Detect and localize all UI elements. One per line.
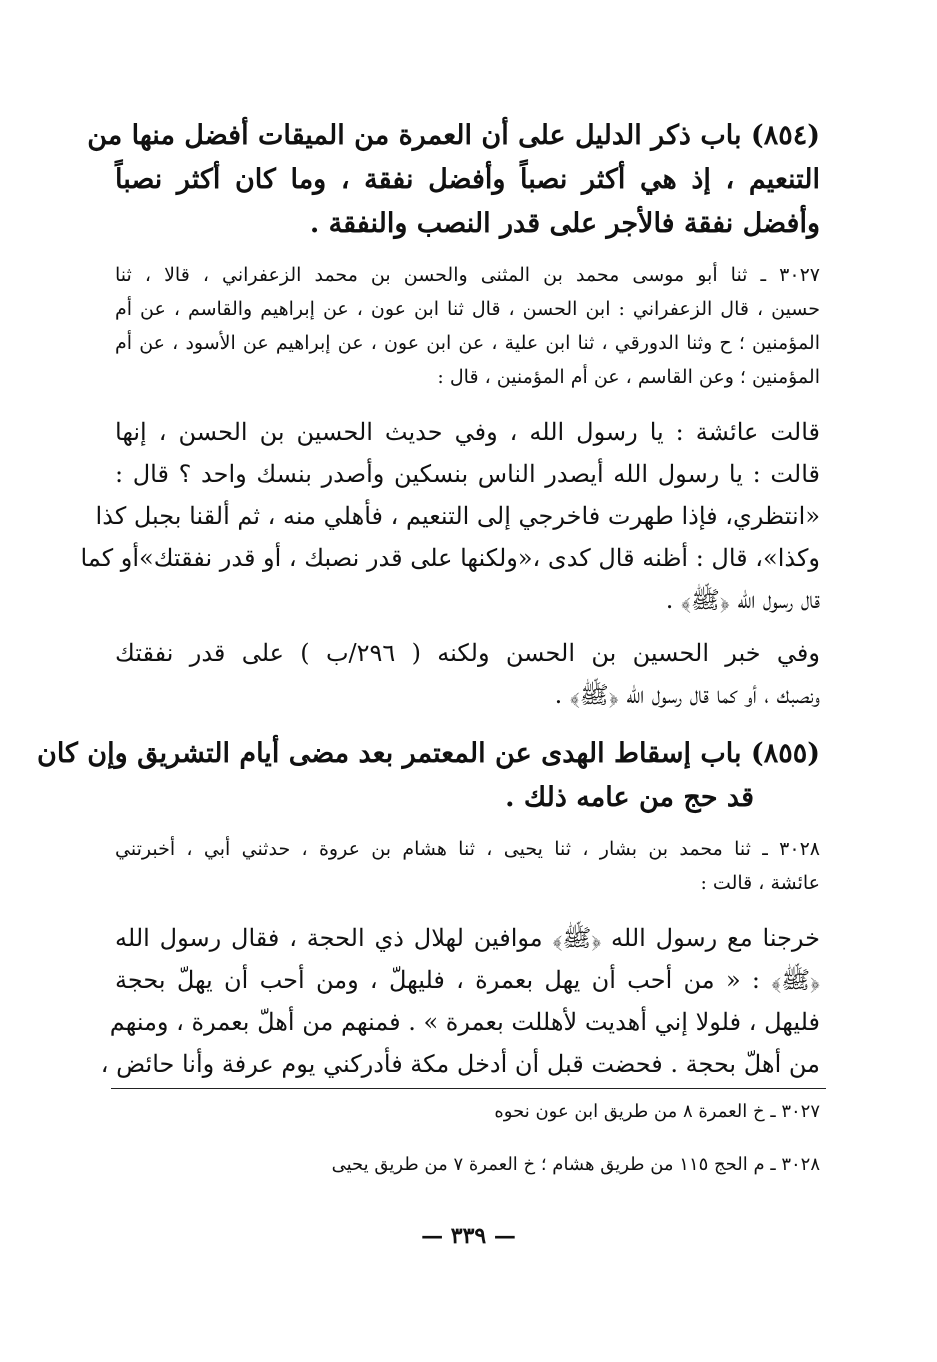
- isnad-line: حسين ، قال الزعفراني : ابن الحسن ، قال ثنا ابن عون ، عن إبراهيم والقاسم ، عن أم: [115, 298, 820, 320]
- footnote-3028: ٣٠٢٨ ـ م الحج ١١٥ من طريق هشام ؛ خ العمرة ٧ من طريق يحيى: [331, 1154, 820, 1175]
- text-line: من أهلّ بحجة . فحضت قبل أن أدخل مكة فأدركني يوم عرفة وأنا حائض ،: [100, 1050, 820, 1078]
- text-line: خرجنا مع رسول الله ﴿ﷺ﴾ موافين لهلال ذي الحجة ، فقال رسول الله: [115, 924, 820, 952]
- text-line: قال رسول الله ﴿ﷺ﴾ .: [665, 586, 820, 614]
- footnote-3027: ٣٠٢٧ ـ خ العمرة ٨ من طريق ابن عون نحوه: [494, 1101, 820, 1122]
- isnad-line: ٣٠٢٨ ـ ثنا محمد بن بشار ، ثنا يحيى ، ثنا هشام بن عروة ، حدثني أبي ، أخبرتني: [115, 838, 820, 860]
- text-line: وكذا»، قال : أظنه قال كدى ،«ولكنها على قدر نصبك ، أو قدر نفقتك»أو كما: [80, 544, 820, 572]
- text-line: وفي خبر الحسين بن الحسن ولكنه ( ٢٩٦/ب ) على قدر نفقتك: [115, 639, 820, 667]
- text-line: قالت عائشة : يا رسول الله ، وفي حديث الحسين بن الحسن ، إنها: [115, 418, 820, 446]
- page-number: — ٣٣٩ —: [421, 1223, 516, 1249]
- isnad-line: المؤمنين ؛ ح وثنا الدورقي ، ثنا ابن علية ، عن ابن عون ، عن إبراهيم عن الأسود ، عن أم: [115, 332, 820, 354]
- footnote-divider: [111, 1088, 826, 1089]
- heading-line: وأفضل نفقة فالأجر على قدر النصب والنفقة .: [309, 208, 820, 239]
- heading-line: (٨٥٥) باب إسقاط الهدى عن المعتمر بعد مضى أيام التشريق وإن كان: [37, 738, 820, 769]
- text-line: ﴿ﷺ﴾ : « من أحب أن يهل بعمرة ، فليهلّ ، ومن أحب أن يهلّ بحجة: [115, 966, 821, 994]
- isnad-line: ٣٠٢٧ ـ ثنا أبو موسى محمد بن المثنى والحسن بن محمد الزعفراني ، قالا ، ثنا: [115, 264, 820, 286]
- text-line: قالت : يا رسول الله أيصدر الناس بنسكين وأصدر بنسك واحد ؟ قال :: [115, 460, 820, 488]
- text-line: ونصبك ، أو كما قال رسول الله ﴿ﷺ﴾ .: [554, 681, 820, 709]
- isnad-line: المؤمنين ؛ وعن القاسم ، عن أم المؤمنين ، قال :: [437, 366, 820, 388]
- heading-line: التنعيم ، إذ هي أكثر نصباً وأفضل نفقة ، وما كان أكثر نصباً: [115, 164, 820, 195]
- heading-line: (٨٥٤) باب ذكر الدليل على أن العمرة من الميقات أفضل منها من: [87, 120, 820, 151]
- isnad-line: عائشة ، قالت :: [700, 872, 820, 894]
- text-line: فليهل ، فلولا إني أهديت لأهللت بعمرة » . فمنهم من أهلّ بعمرة ، ومنهم: [109, 1008, 820, 1036]
- heading-line: قد حج من عامه ذلك .: [505, 782, 754, 813]
- text-line: «انتظري، فإذا طهرت فاخرجي إلى التنعيم ، فأهلي منه ، ثم ألقنا بجبل كذا: [95, 502, 820, 530]
